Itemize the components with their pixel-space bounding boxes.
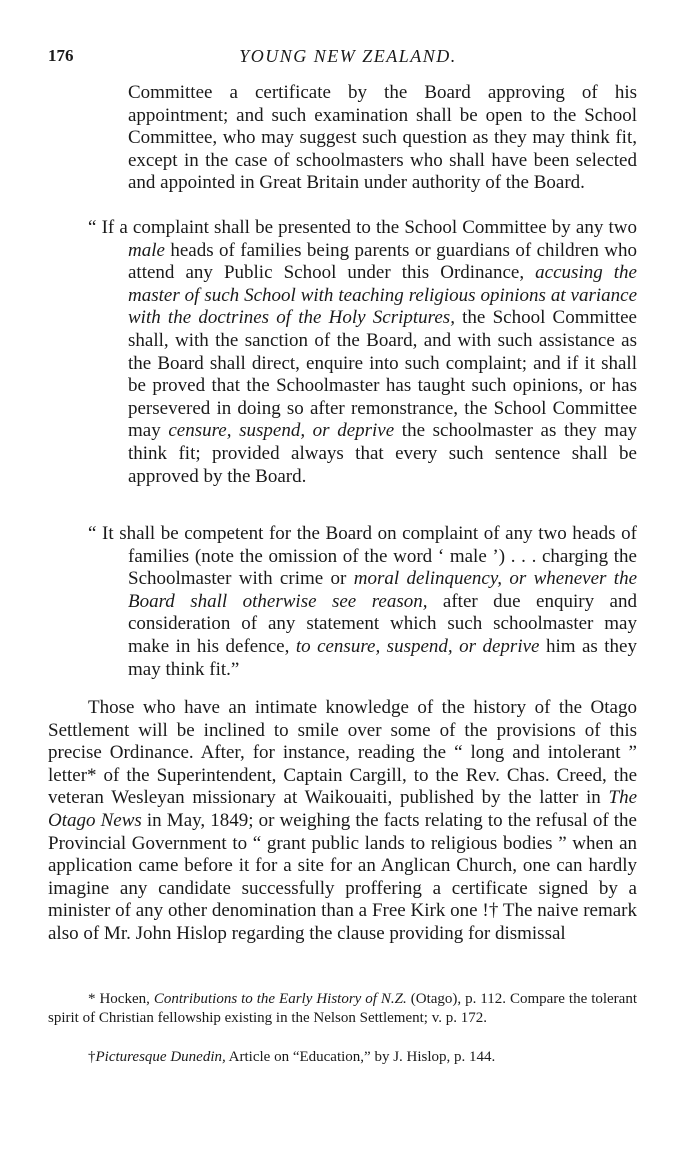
text-run: shall be competent for the Board on complaint of any two heads of families (note the omission of the word ‘ male ’) . . . charging the Schoolmaster with crime or xyxy=(113,523,637,590)
running-title: YOUNG NEW ZEALAND. xyxy=(239,46,457,66)
footnote-hocken xyxy=(48,990,637,1028)
quote-lead: “ It xyxy=(88,523,114,544)
quoted-clause-continuation: Committee a certificate by the Board approving of his appointment; and such examination shall be open to the School Committee, who may suggest such question as they may think fit, except in the case of schoolmasters who shall have been selected and appointed in Great Britain under authority of the Board. xyxy=(128,82,637,194)
footnote-hislop xyxy=(48,1048,637,1067)
italic-run: The Otago News xyxy=(48,787,637,831)
quote-lead: “ If xyxy=(88,217,115,238)
page-header xyxy=(48,46,648,74)
italic-run: male xyxy=(128,239,165,261)
text-run: him as they may think fit.” xyxy=(128,635,637,680)
italic-run: to censure, suspend, or deprive xyxy=(295,635,540,657)
text-run: the schoolmaster as they may think fit; provided always that every such sentence shall be approved by the Board. xyxy=(128,420,638,487)
page-number: 176 xyxy=(48,46,74,65)
italic-run: Picturesque Dunedin, xyxy=(95,1049,226,1065)
italic-run: Contributions to the Early History of N.Z. xyxy=(153,991,407,1007)
text-run: * Hocken, xyxy=(88,991,154,1007)
text-run: heads of families being parents or guardians of children who attend any Public School under this Ordinance, xyxy=(128,239,637,284)
italic-run: accusing the master of such School with teaching religious opinions at variance with the doctrines of the Holy Scriptures, xyxy=(128,262,637,329)
text-run: (Otago), p. 112. Compare the tolerant spirit of Christian fellowship existing in the Nelson Settlement; v. p. 172. xyxy=(48,991,638,1026)
body-paragraph xyxy=(48,697,637,946)
quoted-clause-dismissal xyxy=(88,523,638,681)
text-run: in May, 1849; or weighing the facts relating to the refusal of the Provincial Government to “ grant public lands to religious bodies ” when an application came before it for a site for an Anglican Church, one can hardly imagine any candidate successfully proffering a certificate signed by a minister of any other denomination than a Free Kirk one !† The naive remark also of Mr. John Hislop regarding the clause providing for dismissal xyxy=(48,809,637,944)
text-run: Article on “Education,” by J. Hislop, p. 144. xyxy=(225,1049,496,1065)
italic-run: censure, suspend, or deprive xyxy=(168,420,395,442)
italic-run: moral delinquency, or whenever the Board shall otherwise see reason, xyxy=(128,568,638,612)
text-run: after due enquiry and consideration of any statement which such schoolmaster may make in his defence, xyxy=(128,590,637,657)
text-run: the School Committee shall, with the sanction of the Board, and with such assistance as the Board shall direct, enquire into such complaint; and if it shall be proved that the Schoolmaster has taught such opinions, or has persevered in doing so after remonstrance, the School Committee may xyxy=(128,307,637,442)
text-run: a complaint shall be presented to the School Committee by any two xyxy=(114,217,638,238)
text-run: Those who have an intimate knowledge of the history of the Otago Settlement will be inclined to smile over some of the provisions of this precise Ordinance. After, for instance, reading the “ long and intolerant ” letter* of the Superintendent, Captain Cargill, to the Rev. Chas. Creed, the veteran Wesleyan missionary at Waikouaiti, published by the latter in xyxy=(48,697,637,809)
quoted-clause-complaint xyxy=(88,217,638,488)
text-run: † xyxy=(88,1049,96,1065)
